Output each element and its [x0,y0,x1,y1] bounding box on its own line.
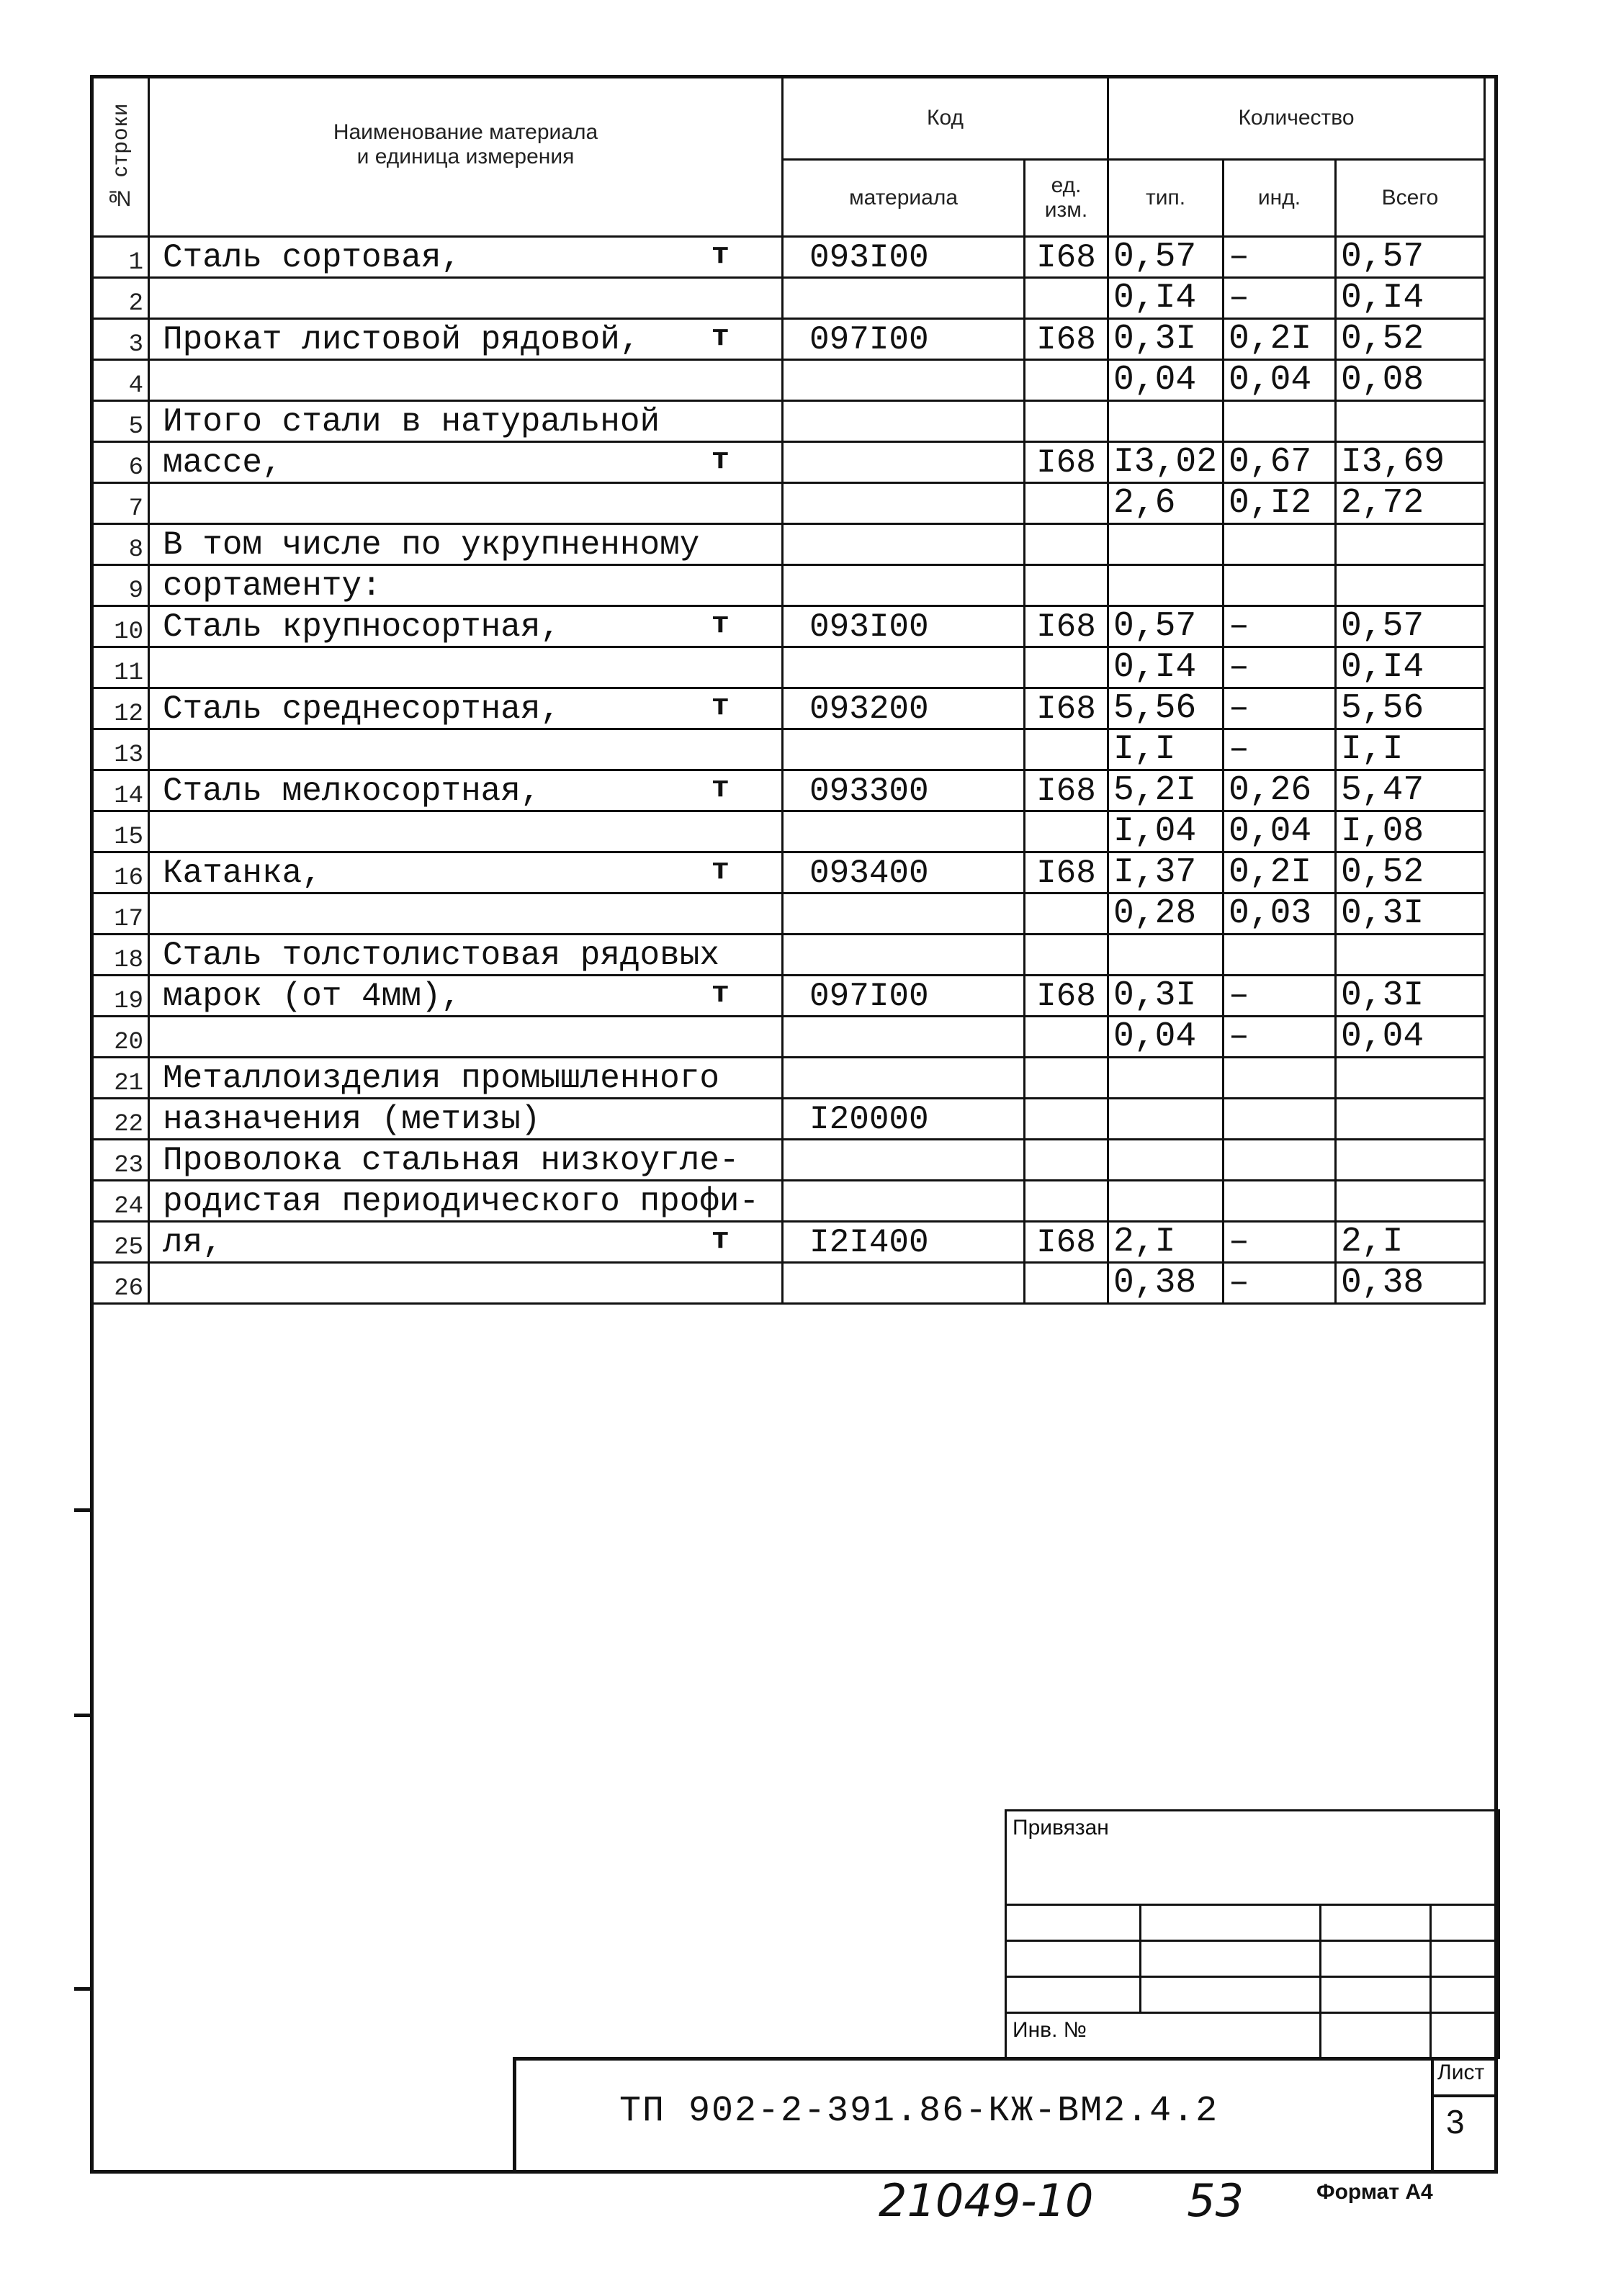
header-ind: инд. [1224,160,1336,237]
table-row [91,319,1485,360]
handwritten-page: 53 [1187,2174,1244,2227]
material-name [149,811,783,852]
material-name [149,893,783,935]
quantity-ind: 0,26 [1224,770,1336,811]
quantity-total [1336,524,1485,565]
header-code-group: Код [783,76,1108,160]
row-number: 19 [91,976,149,1017]
unit-code [1025,935,1108,976]
quantity-typ: 0,57 [1108,237,1224,278]
quantity-ind [1224,1058,1336,1099]
quantity-typ [1108,565,1224,606]
quantity-total: 0,I4 [1336,278,1485,319]
quantity-ind: 0,2I [1224,319,1336,360]
attachment-stamp [1005,1809,1500,2059]
format-label: Формат А4 [1316,2180,1433,2204]
quantity-ind: – [1224,606,1336,647]
material-code: 097I00 [783,976,1025,1017]
unit-code [1025,360,1108,401]
table-row [91,1058,1485,1099]
unit-code [1025,647,1108,688]
material-name [149,1181,783,1222]
quantity-total: I,I [1336,729,1485,770]
quantity-typ: 2,6 [1108,483,1224,524]
measure-unit: т [711,238,730,272]
quantity-typ: 0,28 [1108,893,1224,935]
material-code: I20000 [783,1099,1025,1140]
material-code [783,935,1025,976]
table-row [91,976,1485,1017]
material-name [149,360,783,401]
quantity-typ: 5,2I [1108,770,1224,811]
table-row [91,1222,1485,1263]
material-code [783,1140,1025,1181]
quantity-typ: 2,I [1108,1222,1224,1263]
quantity-typ: I,I [1108,729,1224,770]
quantity-ind [1224,1140,1336,1181]
quantity-typ: I,04 [1108,811,1224,852]
unit-code [1025,1140,1108,1181]
handwritten-number: 21049-10 53 [879,2174,1244,2227]
table-row [91,565,1485,606]
quantity-total [1336,1181,1485,1222]
unit-code [1025,893,1108,935]
row-number: 26 [91,1263,149,1304]
material-code [783,524,1025,565]
material-code: 093I00 [783,606,1025,647]
table-row [91,935,1485,976]
unit-code: I68 [1025,319,1108,360]
unit-code [1025,1099,1108,1140]
material-code: 093200 [783,688,1025,729]
material-name-text: Итого стали в натуральной [163,403,660,441]
quantity-ind [1224,565,1336,606]
material-name [149,1017,783,1058]
material-name-text: массе, [163,444,282,482]
quantity-total: I3,69 [1336,442,1485,483]
material-name [149,1058,783,1099]
row-number: 6 [91,442,149,483]
material-name [149,319,783,360]
sheet-divider [1431,2094,1498,2097]
quantity-ind: – [1224,976,1336,1017]
row-number: 22 [91,1099,149,1140]
attached-label: Привязан [1006,1811,1499,1905]
header-name-line2: и единица измерения [356,145,575,168]
table-row [91,1140,1485,1181]
measure-unit: т [711,443,730,477]
quantity-typ: I,37 [1108,852,1224,893]
quantity-total: 0,3I [1336,893,1485,935]
material-name-text: ля, [163,1224,223,1261]
material-name-text: Сталь толстолистовая рядовых [163,937,719,974]
table-row [91,647,1485,688]
material-name [149,1099,783,1140]
row-number: 11 [91,647,149,688]
material-code [783,647,1025,688]
material-name [149,770,783,811]
unit-code: I68 [1025,852,1108,893]
material-name [149,237,783,278]
quantity-total: 0,3I [1336,976,1485,1017]
material-code [783,1181,1025,1222]
quantity-total: 0,57 [1336,237,1485,278]
unit-code: I68 [1025,442,1108,483]
table-row [91,360,1485,401]
row-number: 25 [91,1222,149,1263]
quantity-ind: 0,04 [1224,360,1336,401]
unit-code [1025,524,1108,565]
unit-code: I68 [1025,976,1108,1017]
row-number: 24 [91,1181,149,1222]
material-name [149,606,783,647]
unit-code [1025,401,1108,442]
material-name [149,483,783,524]
quantity-total [1336,565,1485,606]
quantity-typ: 0,57 [1108,606,1224,647]
header-row-number: № строки [91,76,149,237]
quantity-total: 0,52 [1336,852,1485,893]
quantity-typ [1108,1058,1224,1099]
unit-code [1025,1181,1108,1222]
quantity-typ [1108,524,1224,565]
quantity-total: 0,I4 [1336,647,1485,688]
material-name [149,1222,783,1263]
sheet-label: Лист [1437,2061,1485,2084]
quantity-total [1336,935,1485,976]
row-number: 20 [91,1017,149,1058]
row-number: 10 [91,606,149,647]
material-code [783,811,1025,852]
quantity-total: 0,08 [1336,360,1485,401]
material-name-text: Сталь сортовая, [163,239,462,276]
table-row [91,811,1485,852]
quantity-total: 2,72 [1336,483,1485,524]
header-name-line1: Наименование материала [333,120,598,144]
materials-specification-table [90,75,1486,1305]
measure-unit: т [711,689,730,724]
quantity-ind: – [1224,237,1336,278]
material-name [149,935,783,976]
table-row [91,1099,1485,1140]
row-number: 15 [91,811,149,852]
quantity-typ [1108,401,1224,442]
material-name-text: назначения (метизы) [163,1101,541,1138]
material-code: 093400 [783,852,1025,893]
table-row [91,1017,1485,1058]
measure-unit: т [711,1223,730,1257]
quantity-ind: 0,04 [1224,811,1336,852]
quantity-total [1336,401,1485,442]
unit-code: I68 [1025,606,1108,647]
material-name-text: родистая периодического профи- [163,1183,760,1220]
material-code: 093I00 [783,237,1025,278]
header-quantity-group: Количество [1108,76,1485,160]
header-material-code: материала [783,160,1025,237]
inventory-label: Инв. № [1006,2013,1321,2058]
material-name [149,647,783,688]
margin-tick [74,1714,90,1717]
margin-tick [74,1508,90,1512]
quantity-typ: 0,38 [1108,1263,1224,1304]
row-number: 1 [91,237,149,278]
material-name [149,401,783,442]
quantity-total: 0,57 [1336,606,1485,647]
row-number: 4 [91,360,149,401]
row-number: 16 [91,852,149,893]
material-name-text: Сталь крупносортная, [163,608,561,646]
quantity-total: 0,52 [1336,319,1485,360]
quantity-typ: 0,04 [1108,360,1224,401]
row-number: 3 [91,319,149,360]
quantity-typ: 5,56 [1108,688,1224,729]
quantity-ind [1224,1181,1336,1222]
unit-code [1025,1017,1108,1058]
material-name [149,1140,783,1181]
unit-code: I68 [1025,688,1108,729]
material-code [783,360,1025,401]
quantity-total: 0,04 [1336,1017,1485,1058]
quantity-ind: – [1224,729,1336,770]
material-name-text: сортаменту: [163,567,382,605]
row-number: 17 [91,893,149,935]
table-row [91,401,1485,442]
document-code: ТП 902-2-391.86-КЖ-ВМ2.4.2 [619,2091,1219,2132]
row-number: 8 [91,524,149,565]
row-number: 7 [91,483,149,524]
quantity-ind: 0,2I [1224,852,1336,893]
unit-code: I68 [1025,1222,1108,1263]
quantity-ind: – [1224,278,1336,319]
row-number: 14 [91,770,149,811]
header-name [149,76,783,237]
material-name-text: Сталь среднесортная, [163,690,561,728]
quantity-total: I,08 [1336,811,1485,852]
table-row [91,524,1485,565]
measure-unit: т [711,607,730,641]
table-row [91,483,1485,524]
material-code [783,442,1025,483]
unit-code [1025,1058,1108,1099]
material-name-text: марок (от 4мм), [163,978,462,1015]
quantity-ind: – [1224,1017,1336,1058]
unit-code: I68 [1025,770,1108,811]
material-name [149,565,783,606]
table-row [91,852,1485,893]
quantity-typ [1108,1181,1224,1222]
quantity-total: 5,47 [1336,770,1485,811]
quantity-ind: – [1224,1222,1336,1263]
table-row [91,688,1485,729]
material-code: 093300 [783,770,1025,811]
table-row [91,1181,1485,1222]
row-number: 18 [91,935,149,976]
unit-code: I68 [1025,237,1108,278]
table-row [91,729,1485,770]
row-number: 9 [91,565,149,606]
header-total: Всего [1336,160,1485,237]
quantity-typ: 0,3I [1108,319,1224,360]
material-name [149,442,783,483]
unit-code [1025,811,1108,852]
material-name-text: Прокат листовой рядовой, [163,321,640,359]
quantity-typ: 0,I4 [1108,278,1224,319]
quantity-total [1336,1058,1485,1099]
quantity-ind: 0,67 [1224,442,1336,483]
material-name [149,1263,783,1304]
material-code [783,278,1025,319]
quantity-typ: 0,3I [1108,976,1224,1017]
material-name [149,278,783,319]
quantity-ind: – [1224,647,1336,688]
table-row [91,606,1485,647]
quantity-ind: 0,03 [1224,893,1336,935]
material-code [783,893,1025,935]
material-code [783,1017,1025,1058]
quantity-total: 0,38 [1336,1263,1485,1304]
material-code [783,1058,1025,1099]
table-row [91,1263,1485,1304]
header-unit-code: ед. изм. [1025,160,1108,237]
material-name [149,688,783,729]
material-code [783,565,1025,606]
quantity-total: 5,56 [1336,688,1485,729]
measure-unit: т [711,320,730,354]
material-name-text: Проволока стальная низкоугле- [163,1142,740,1179]
quantity-ind [1224,935,1336,976]
quantity-ind: – [1224,688,1336,729]
quantity-typ [1108,1099,1224,1140]
material-name-text: Катанка, [163,855,322,892]
unit-code [1025,278,1108,319]
row-number: 12 [91,688,149,729]
row-number: 23 [91,1140,149,1181]
material-name [149,729,783,770]
sheet-number: 3 [1446,2103,1465,2140]
quantity-total: 2,I [1336,1222,1485,1263]
material-name-text: Металлоизделия промышленного [163,1060,719,1097]
quantity-typ [1108,935,1224,976]
material-code [783,1263,1025,1304]
row-number: 2 [91,278,149,319]
row-number: 5 [91,401,149,442]
material-code [783,483,1025,524]
quantity-ind: 0,I2 [1224,483,1336,524]
row-number: 21 [91,1058,149,1099]
quantity-typ: I3,02 [1108,442,1224,483]
material-code: 097I00 [783,319,1025,360]
quantity-ind [1224,524,1336,565]
unit-code [1025,729,1108,770]
unit-code [1025,1263,1108,1304]
table-row [91,770,1485,811]
table-row [91,278,1485,319]
material-name [149,524,783,565]
quantity-ind [1224,401,1336,442]
measure-unit: т [711,853,730,888]
material-code: I2I400 [783,1222,1025,1263]
quantity-typ: 0,I4 [1108,647,1224,688]
header-typ: тип. [1108,160,1224,237]
unit-code [1025,565,1108,606]
quantity-total [1336,1099,1485,1140]
table-row [91,237,1485,278]
quantity-typ [1108,1140,1224,1181]
table-row [91,442,1485,483]
measure-unit: т [711,771,730,806]
quantity-typ: 0,04 [1108,1017,1224,1058]
material-name-text: В том числе по укрупненному [163,526,700,564]
material-name [149,852,783,893]
table-row [91,893,1485,935]
material-code [783,729,1025,770]
material-name-text: Сталь мелкосортная, [163,773,541,810]
quantity-total [1336,1140,1485,1181]
unit-code [1025,483,1108,524]
material-name [149,976,783,1017]
row-number: 13 [91,729,149,770]
margin-tick [74,1987,90,1991]
quantity-ind: – [1224,1263,1336,1304]
quantity-ind [1224,1099,1336,1140]
material-code [783,401,1025,442]
measure-unit: т [711,976,730,1011]
